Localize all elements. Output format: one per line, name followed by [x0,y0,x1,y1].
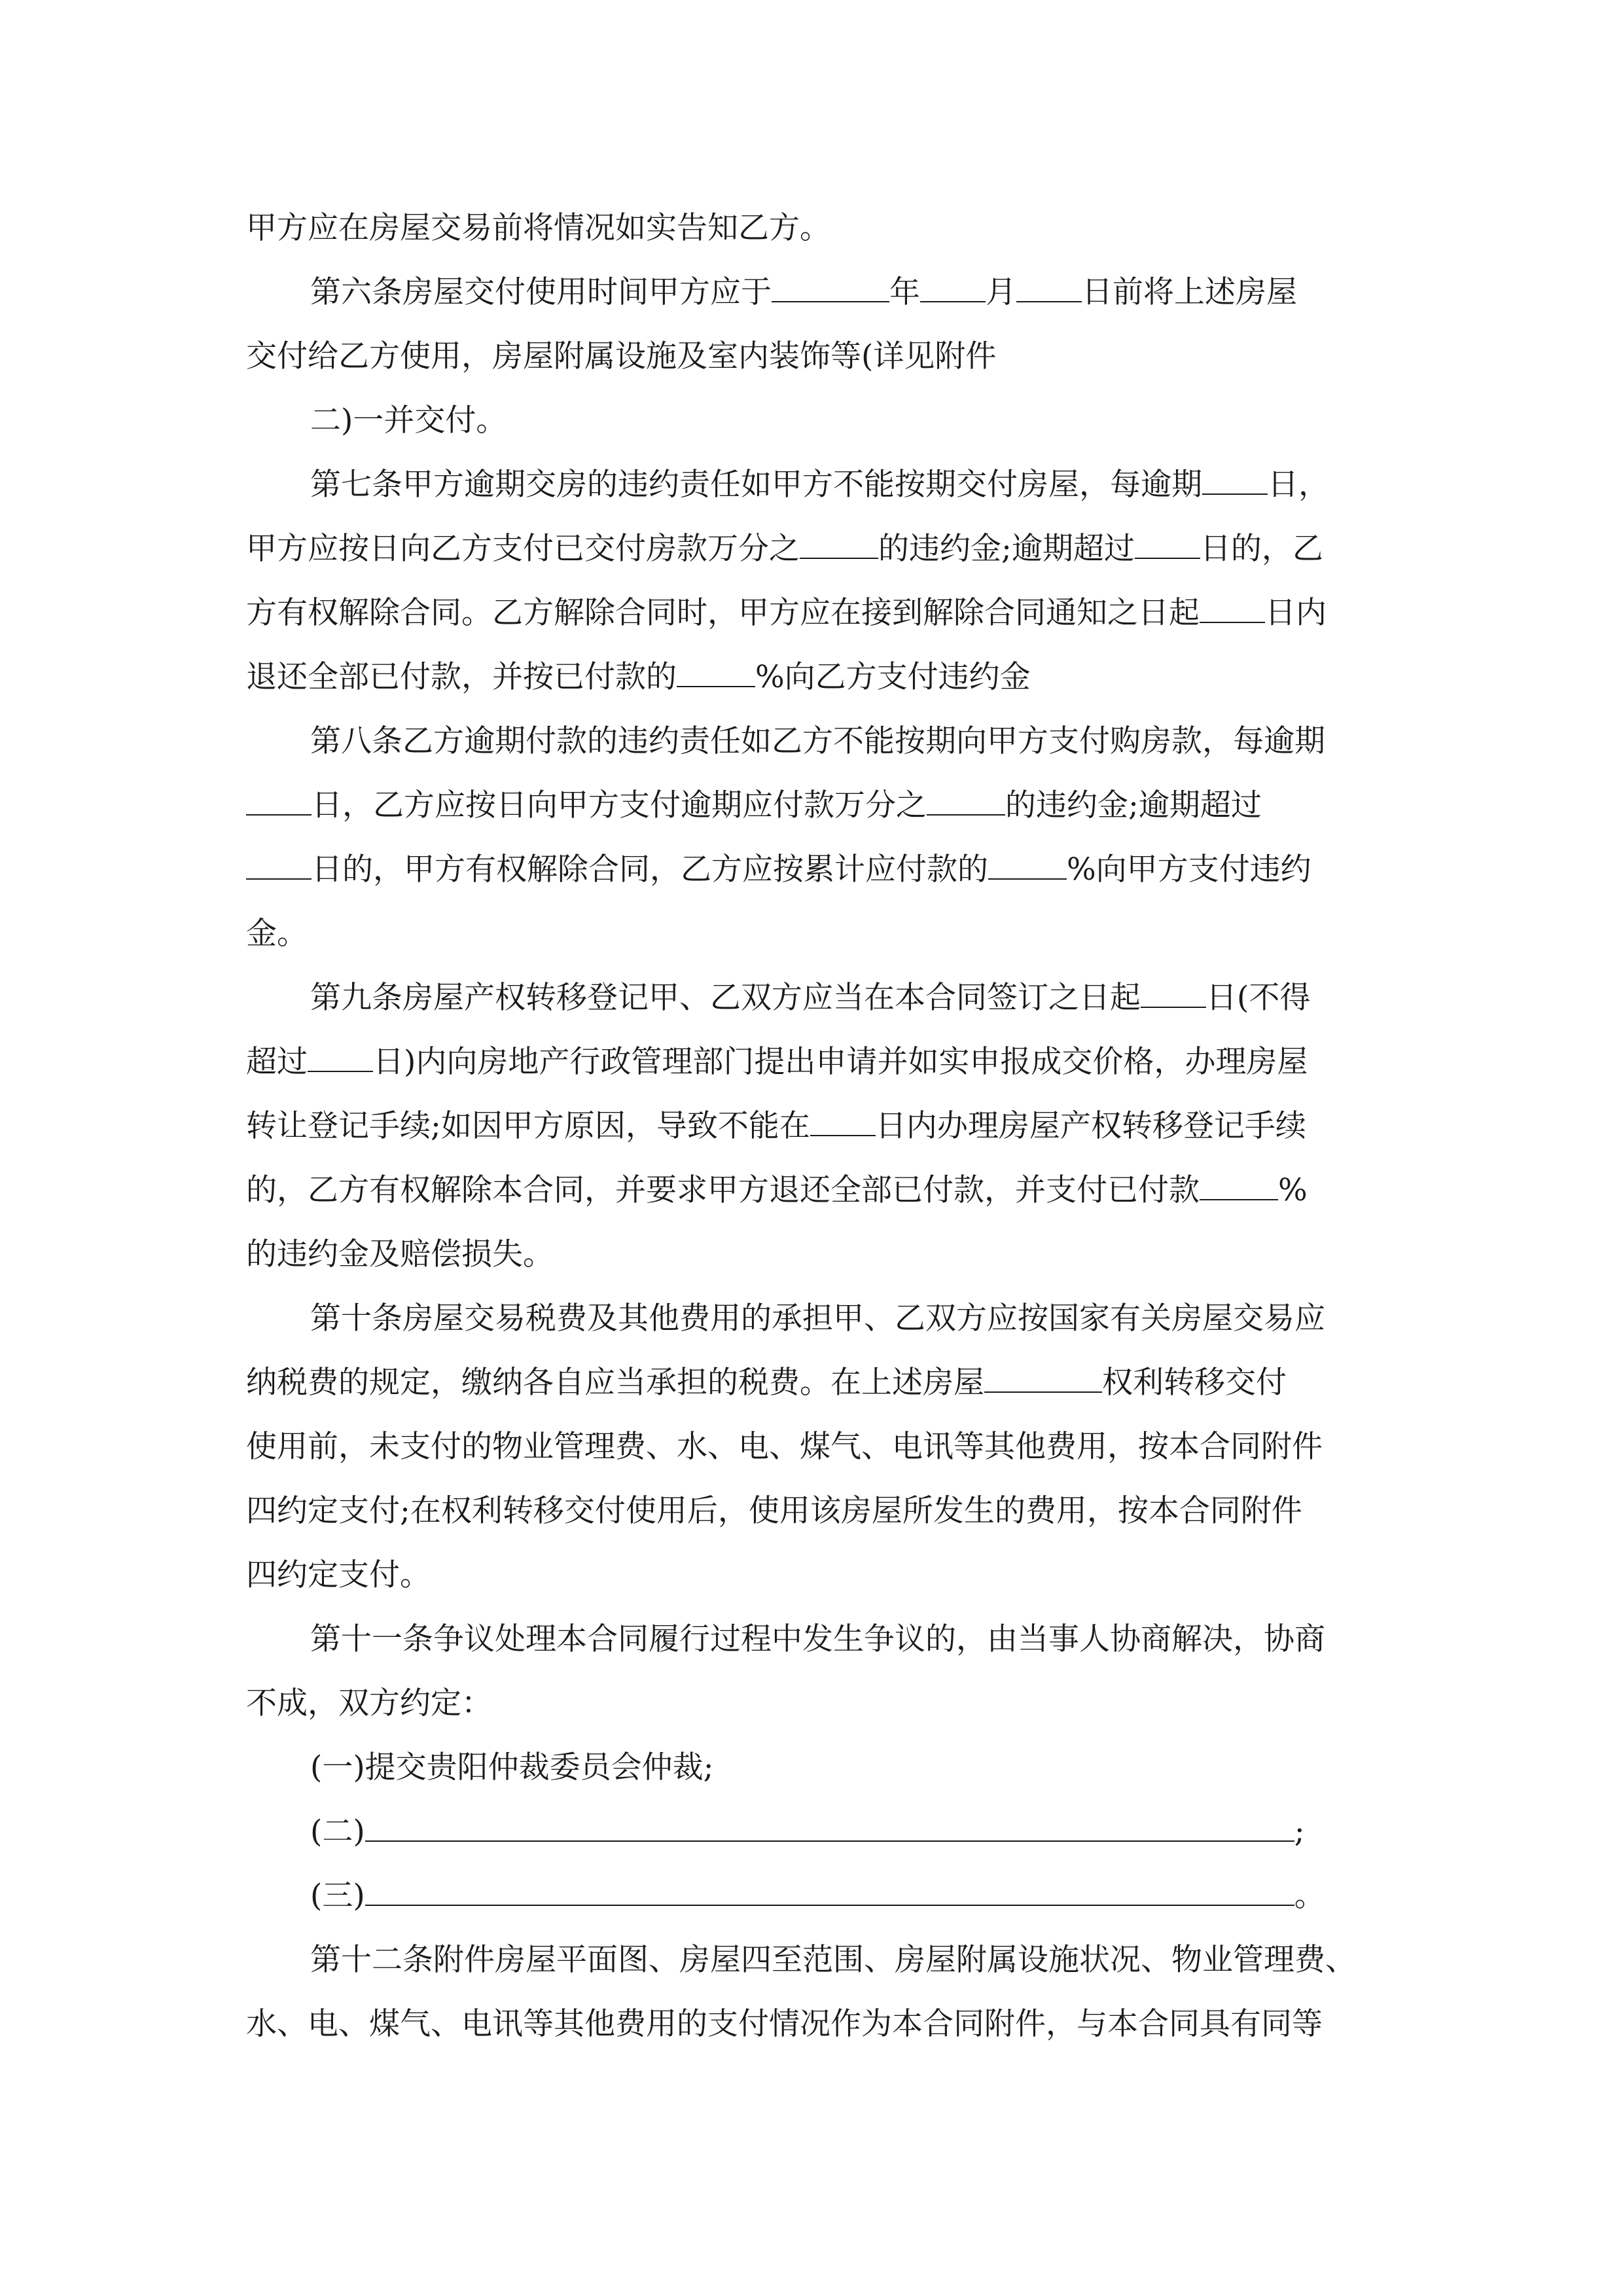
option-3: (三) 。 [246,1864,1385,1928]
text-line: 的违约金及赔偿损失。 [246,1236,554,1272]
text-line: 使用前，未支付的物业管理费、水、电、煤气、电讯等其他费用，按本合同附件 [246,1429,1323,1465]
blank-field[interactable] [988,846,1067,880]
text-line: 水、电、煤气、电讯等其他费用的支付情况作为本合同附件，与本合同具有同等 [246,2006,1323,2042]
blank-field[interactable] [1141,975,1206,1008]
option-2: (二) ; [246,1800,1385,1864]
text-line: 转让登记手续;如因甲方原因，导致不能在 日内办理房屋产权转移登记手续 [246,1094,1385,1158]
text-line: 日，乙方应按日向甲方支付逾期应付款万分之 的违约金;逾期超过 [246,774,1385,838]
blank-field[interactable] [365,1808,1294,1842]
text-line: 超过 日)内向房地产行政管理部门提出申请并如实申报成交价格，办理房屋 [246,1030,1385,1094]
clause-7: 第七条甲方逾期交房的违约责任如甲方不能按期交付房屋，每逾期 日， [246,453,1385,517]
contract-page [246,196,1385,2056]
clause-11: 第十一条争议处理本合同履行过程中发生争议的，由当事人协商解决，协商 [310,1621,1325,1657]
blank-field[interactable] [1135,526,1200,559]
text-line: 甲方应按日向乙方支付已交付房款万分之 的违约金;逾期超过 日的，乙 [246,517,1385,581]
text-line: 四约定支付。 [246,1557,431,1593]
blank-field[interactable] [1016,269,1082,302]
text-line: 交付给乙方使用，房屋附属设施及室内装饰等(详见附件 [246,338,997,374]
text-line: 不成，双方约定： [246,1685,492,1721]
blank-field[interactable] [677,654,755,687]
clause-12: 第十二条附件房屋平面图、房屋四至范围、房屋附属设施状况、物业管理费、 [310,1942,1356,1978]
blank-field[interactable] [920,269,986,302]
blank-field[interactable] [1200,590,1265,623]
clause-9: 第九条房屋产权转移登记甲、乙双方应当在本合同签订之日起 日(不得 [246,966,1385,1030]
blank-field[interactable] [800,526,878,559]
text-line: 金。 [246,916,308,952]
clause-8: 第八条乙方逾期付款的违约责任如乙方不能按期向甲方支付购房款，每逾期 [310,723,1325,759]
blank-field[interactable] [810,1103,876,1136]
clause-6: 第六条房屋交付使用时间甲方应于 年 月 日前将上述房屋 [246,260,1385,325]
text-line: 二)一并交付。 [310,403,507,439]
blank-field[interactable] [1202,461,1268,495]
blank-field[interactable] [984,1359,1102,1393]
text-line: 退还全部已付款，并按已付款的 %向乙方支付违约金 [246,645,1385,709]
blank-field[interactable] [772,269,889,302]
blank-field[interactable] [1200,1167,1278,1200]
blank-field[interactable] [246,782,312,816]
text-line: 的，乙方有权解除本合同，并要求甲方退还全部已付款，并支付已付款 % [246,1158,1385,1223]
option-1: (一)提交贵阳仲裁委员会仲裁; [310,1749,714,1785]
text-line: 纳税费的规定，缴纳各自应当承担的税费。在上述房屋 权利转移交付 [246,1351,1385,1415]
text-line: 日的，甲方有权解除合同，乙方应按累计应付款的 %向甲方支付违约 [246,838,1385,902]
text-line: 方有权解除合同。乙方解除合同时，甲方应在接到解除合同通知之日起 日内 [246,581,1385,645]
blank-field[interactable] [365,1873,1294,1906]
text-line: 四约定支付;在权利转移交付使用后，使用该房屋所发生的费用，按本合同附件 [246,1493,1302,1529]
blank-field[interactable] [246,846,312,880]
clause-10: 第十条房屋交易税费及其他费用的承担甲、乙双方应按国家有关房屋交易应 [310,1300,1325,1336]
blank-field[interactable] [308,1039,373,1072]
blank-field[interactable] [927,782,1005,816]
text-line: 甲方应在房屋交易前将情况如实告知乙方。 [246,210,830,246]
